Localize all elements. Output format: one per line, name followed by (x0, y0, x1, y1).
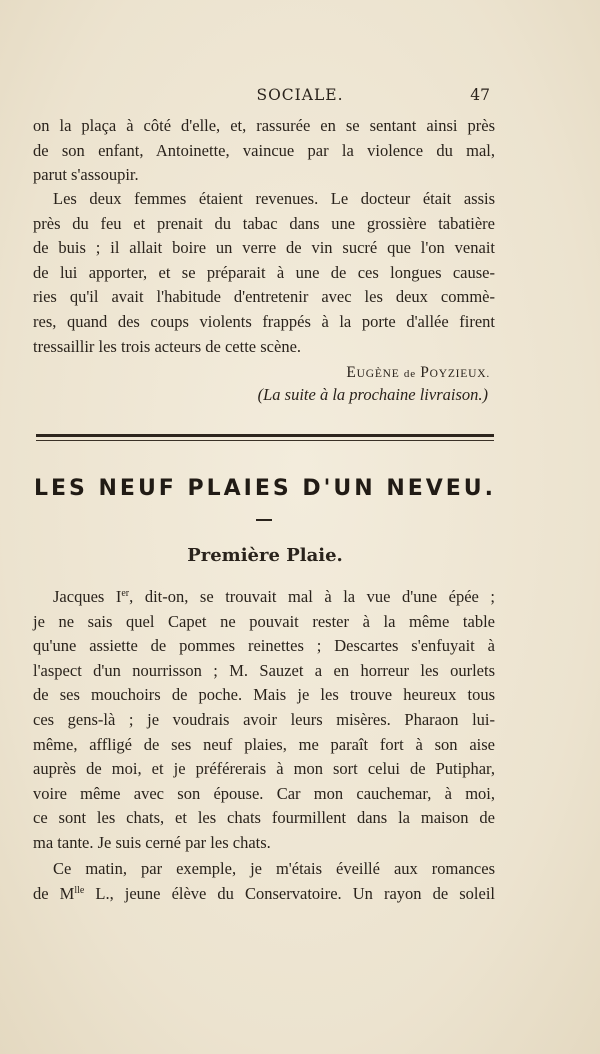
text-line: parut s'assoupir. (33, 165, 139, 185)
text-line: de son enfant, Antoinette, vaincue par la violence du mal, (33, 140, 495, 160)
text-line: de ses mouchoirs de poche. Mais je les trouve heureux tous (33, 685, 495, 705)
text-line: on la plaça à côté d'elle, et, rassurée en se sentant ainsi près (33, 116, 495, 135)
text-line: de lui apporter, et se préparait à une de ces longues cause- (33, 262, 495, 282)
page-header (0, 86, 600, 108)
text-line: Les deux femmes étaient revenues. Le docteur était assis (53, 189, 495, 208)
page-number: 47 (470, 86, 490, 104)
story-ending-paragraph-1 (33, 114, 495, 188)
text-line: même, affligé de ses neuf plaies, me paraît fort à son aise (33, 734, 495, 754)
continuation-note: (La suite à la prochaine livraison.) (257, 385, 488, 404)
chapter-subtitle: Première Plaie. (187, 545, 343, 566)
story-ending-paragraph-2 (33, 187, 495, 359)
article-paragraph-2 (33, 857, 495, 906)
text-line: ces gens-là ; je voudrais avoir leurs misères. Pharaon lui- (33, 709, 495, 729)
running-head: SOCIALE. (256, 86, 344, 104)
text-line: près du feu et prenait du tabac dans une grossière tabatière (33, 213, 495, 233)
text-line: tressaillir les trois acteurs de cette scène. (33, 336, 302, 356)
section-divider (36, 434, 494, 437)
text-line: de $M^{lle}$ L., jeune élève du Conservatoire. Un rayon de soleil (33, 883, 495, 903)
section-divider-thin (36, 440, 494, 441)
text-line: ries qu'il avait l'habitude d'entretenir avec les deux commè- (33, 287, 495, 307)
text-line: Jacques Ier, dit-on, se trouvait mal à la vue d'une épée ; (53, 587, 495, 606)
text-line: Ce matin, par exemple, je m'étais éveillé aux romances (53, 859, 495, 878)
title-dash (256, 519, 272, 521)
text-line: ma tante. Je suis cerné par les chats. (33, 832, 271, 852)
author-signature: EUGÈNE de POYZIEUX. (346, 364, 490, 381)
text-line: qu'une assiette de pommes reinettes ; Descartes s'enfuyait à (33, 636, 495, 656)
article-paragraph-1 (33, 585, 495, 856)
text-line: auprès de moi, et je préférerais à mon sort celui de Putiphar, (33, 759, 495, 779)
text-line: res, quand des coups violents frappés à la porte d'allée firent (33, 311, 495, 331)
text-line: de buis ; il allait boire un verre de vin sucré que l'on venait (33, 238, 495, 258)
text-line: l'aspect d'un nourrisson ; M. Sauzet a en horreur les ourlets (33, 660, 495, 680)
text-line: je ne sais quel Capet ne pouvait rester à la même table (33, 611, 495, 631)
text-line: ce sont les chats, et les chats fourmillent dans la maison de (33, 808, 495, 828)
article-title: LES NEUF PLAIES D'UN NEVEU. (33, 476, 497, 501)
text-line: voire même avec son épouse. Car mon cauchemar, à moi, (33, 783, 495, 803)
